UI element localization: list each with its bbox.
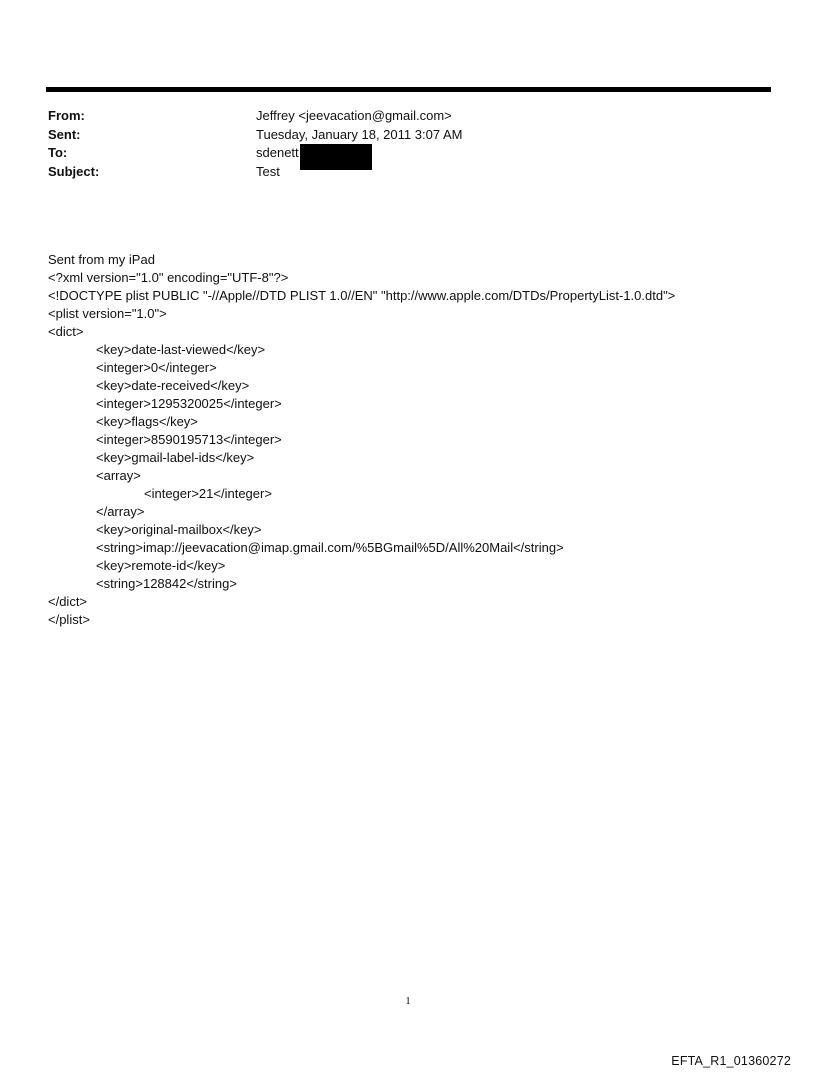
to-row [48, 144, 748, 163]
redaction-box [300, 144, 372, 170]
subject-label: Subject: [48, 163, 100, 179]
body-line: <integer>1295320025</integer> [96, 396, 282, 411]
body-line: <dict> [48, 324, 84, 339]
subject-row [48, 163, 748, 182]
body-line: <?xml version="1.0" encoding="UTF-8"?> [48, 270, 289, 285]
from-value: Jeffrey <jeevacation@gmail.com> [256, 108, 452, 123]
sent-label: Sent: [48, 126, 81, 142]
body-line: <integer>21</integer> [144, 486, 272, 501]
body-line: <key>gmail-label-ids</key> [96, 450, 255, 465]
email-header [48, 107, 748, 181]
to-value-wrap [256, 144, 372, 163]
sent-row [48, 126, 748, 145]
body-line: </dict> [48, 594, 88, 609]
to-label: To: [48, 145, 68, 160]
body-line: <array> [96, 468, 141, 483]
page-number: 1 [405, 995, 411, 1007]
body-line: <integer>0</integer> [96, 360, 217, 375]
from-label: From: [48, 108, 85, 123]
email-body [48, 251, 788, 629]
bates-number: EFTA_R1_01360272 [671, 1054, 791, 1068]
body-line: <key>date-last-viewed</key> [96, 342, 266, 357]
body-line: <key>date-received</key> [96, 378, 250, 393]
from-row [48, 107, 748, 126]
body-line: <string>128842</string> [96, 576, 237, 591]
body-line: <integer>8590195713</integer> [96, 432, 282, 447]
to-value: sdenett [256, 145, 299, 160]
body-line: <string>imap://jeevacation@imap.gmail.com/%5BGmail%5D/All%20Mail</string> [96, 540, 564, 555]
body-line: <!DOCTYPE plist PUBLIC "-//Apple//DTD PLIST 1.0//EN" "http://www.apple.com/DTDs/PropertyList-1.0.dtd"> [48, 288, 676, 303]
body-line: <plist version="1.0"> [48, 306, 167, 321]
body-line: <key>flags</key> [96, 414, 198, 429]
sent-value: Tuesday, January 18, 2011 3:07 AM [256, 126, 463, 142]
body-line: <key>remote-id</key> [96, 558, 226, 573]
top-rule [46, 87, 771, 92]
body-line: Sent from my iPad [48, 252, 155, 267]
body-line: </array> [96, 504, 145, 519]
subject-value: Test [256, 163, 280, 179]
body-line: <key>original-mailbox</key> [96, 522, 262, 537]
body-line: </plist> [48, 612, 90, 627]
